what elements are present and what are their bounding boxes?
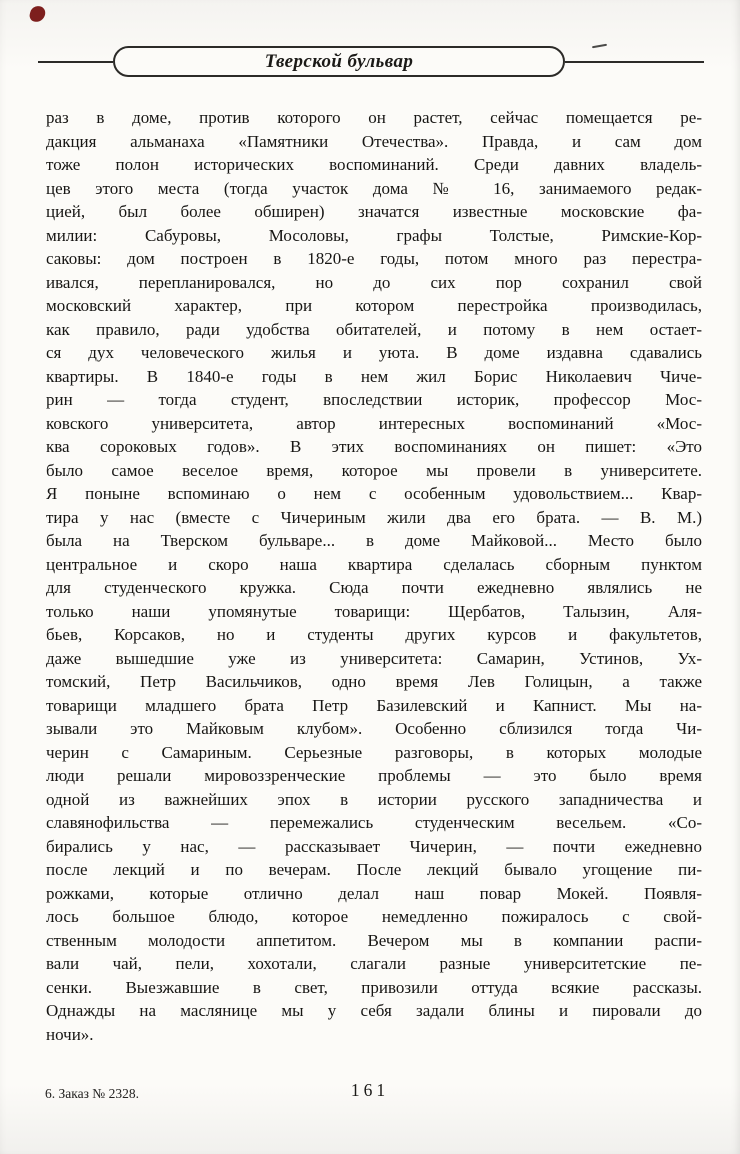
running-header [38, 45, 704, 78]
text-line: Однажды на маслянице мы у себя задали блины и пировали до [46, 1001, 702, 1020]
text-line: лось большое блюдо, которое немедленно пожиралось с свой- [46, 907, 702, 926]
ink-spot-artifact [29, 5, 47, 24]
text-line: зывали это Майковым клубом». Особенно сблизился тогда Чи- [46, 719, 702, 738]
text-line: дакция альманаха «Памятники Отечества». Правда, и сам дом [46, 131, 702, 151]
text-line: саковы: дом построен в 1820-е годы, потом много раз перестра- [46, 249, 702, 268]
text-line: московский характер, при котором перестройка производилась, [46, 296, 702, 315]
text-line: черин с Самариным. Серьезные разговоры, в которых молодые [46, 742, 702, 762]
text-line: центральное и скоро наша квартира сделалась сборным пунктом [46, 554, 702, 574]
text-line: ква сороковых годов». В этих воспоминаниях он пишет: «Это [46, 437, 702, 456]
text-line: славянофильства — перемежались студенческим весельем. «Со- [46, 813, 702, 832]
text-line: бирались у нас, — рассказывает Чичерин, — почти ежедневно [46, 836, 702, 856]
text-line: цией, был более обширен) значатся известные московские фа- [46, 202, 702, 221]
text-line: рожками, которые отлично делал наш повар Мокей. Появля- [46, 883, 702, 903]
text-line: милии: Сабуровы, Мосоловы, графы Толстые, Римские-Кор- [46, 225, 702, 245]
text-line: только наши упомянутые товарищи: Щербатов, Талызин, Аля- [46, 601, 702, 621]
text-line: после лекций и по вечерам. После лекций бывало угощение пи- [46, 860, 702, 879]
text-line: ивался, перепланировался, но до сих пор сохранил свой [46, 272, 702, 292]
text-line: ночи». [46, 1024, 94, 1044]
body-text [46, 106, 702, 1046]
text-line: тоже полон исторических воспоминаний. Среди давних владель- [46, 155, 702, 174]
text-line: цев этого места (тогда участок дома № 16, занимаемого редак- [46, 178, 702, 198]
text-line: ковского университета, автор интересных воспоминаний «Мос- [46, 413, 702, 433]
chapter-title: Тверской бульвар [264, 50, 414, 72]
header-rule-left [38, 61, 113, 63]
text-line: товарищи младшего брата Петр Базилевский и Капнист. Мы на- [46, 695, 702, 715]
text-line: вали чай, пели, хохотали, слагали разные университетские пе- [46, 954, 702, 973]
text-line: как правило, ради удобства обитателей, и потому в нем остает- [46, 319, 702, 339]
text-line: квартиры. В 1840-е годы в нем жил Борис Николаевич Чиче- [46, 366, 702, 386]
text-line: тира у нас (вместе с Чичериным жили два его брата. — В. М.) [46, 507, 702, 527]
text-line: бьев, Корсаков, но и студенты других курсов и факультетов, [46, 625, 702, 644]
text-line: рин — тогда студент, впоследствии историк, профессор Мос- [46, 390, 702, 409]
text-line: люди решали мировоззренческие проблемы — это было время [46, 766, 702, 785]
text-line: Я поныне вспоминаю о нем с особенным удовольствием... Квар- [46, 484, 702, 503]
text-line: томский, Петр Васильчиков, одно время Лев Голицын, а также [46, 672, 702, 691]
chapter-title-pill [113, 46, 565, 77]
text-line: раз в доме, против которого он растет, сейчас помещается ре- [46, 108, 702, 127]
text-line: ственным молодости аппетитом. Вечером мы в компании распи- [46, 930, 702, 950]
text-line: было самое веселое время, которое мы провели в университете. [46, 460, 702, 480]
page-number: 161 [350, 1080, 390, 1100]
text-line: одной из важнейших эпох в истории русского западничества и [46, 789, 702, 809]
text-line: сенки. Выезжавшие в свет, привозили оттуда всякие рассказы. [46, 977, 702, 997]
text-line: ся дух человеческого жилья и уюта. В доме издавна сдавались [46, 343, 702, 362]
text-line: даже вышедшие уже из университета: Самарин, Устинов, Ух- [46, 648, 702, 668]
header-rule-right [565, 61, 704, 63]
text-line: была на Тверском бульваре... в доме Майковой... Место было [46, 531, 702, 550]
text-line: для студенческого кружка. Сюда почти ежедневно являлись не [46, 578, 702, 597]
printer-imprint: 6. Заказ № 2328. [45, 1086, 139, 1101]
